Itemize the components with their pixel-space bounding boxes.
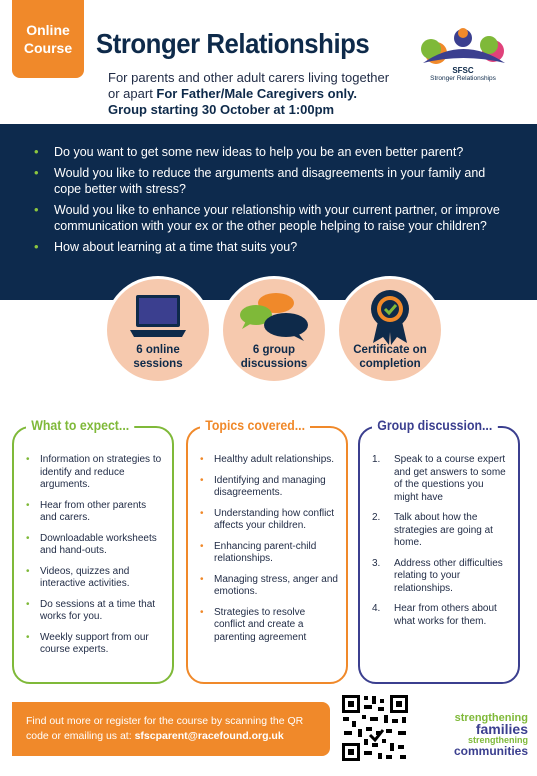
subtitle-bold: For Father/Male Caregivers only. Group starting 30 October at 1:00pm bbox=[108, 86, 358, 117]
qr-code-icon[interactable] bbox=[340, 693, 410, 763]
item-text: Hear from others about what works for them. bbox=[394, 603, 497, 627]
speech-bubbles-icon bbox=[223, 291, 325, 343]
list-item: • Enhancing parent-child relationships. bbox=[200, 541, 338, 566]
list-item bbox=[372, 558, 510, 596]
list-item: • Understanding how conflict affects your children. bbox=[200, 508, 338, 533]
brand-line4: communities bbox=[453, 744, 528, 758]
list-item: • Downloadable worksheets and hand-outs. bbox=[26, 533, 164, 558]
list-item: • Videos, quizzes and interactive activities. bbox=[26, 566, 164, 591]
subtitle-plain: For parents and other adult carers living together or apart bbox=[108, 70, 390, 101]
what-to-expect-panel bbox=[12, 417, 174, 684]
list-item: • Strategies to resolve conflict and create a parenting agreement bbox=[200, 607, 338, 645]
feature-label: Certificate on completion bbox=[353, 344, 427, 370]
group-list bbox=[372, 454, 510, 636]
item-number: 2. bbox=[372, 512, 381, 523]
page-subtitle bbox=[108, 70, 398, 118]
panel-title: Topics covered... bbox=[200, 417, 310, 433]
list-item: • Managing stress, anger and emotions. bbox=[200, 574, 338, 599]
list-item bbox=[372, 454, 510, 504]
question-item: • How about learning at a time that suits you? bbox=[34, 239, 514, 255]
logo-name: Stronger Relationships bbox=[430, 75, 496, 82]
item-number: 3. bbox=[372, 557, 381, 569]
list-item: • Information on strategies to identify and reduce arguments. bbox=[26, 454, 164, 492]
item-text: Talk about how the strategies are going at home. bbox=[394, 512, 493, 548]
brand-line3: strengthening bbox=[468, 735, 528, 745]
topics-list bbox=[200, 454, 338, 652]
question-item: • Would you like to enhance your relationship with your current partner, or improve communication with your ex or the other people helping to raise your children? bbox=[34, 202, 514, 234]
feature-group-discussions bbox=[220, 276, 328, 384]
badge-line2: Course bbox=[23, 40, 73, 56]
expect-list bbox=[26, 454, 164, 665]
list-item: • Weekly support from our course experts. bbox=[26, 632, 164, 657]
feature-label: 6 online sessions bbox=[133, 344, 183, 370]
badge-line1: Online bbox=[26, 22, 70, 38]
item-number: 1. bbox=[372, 454, 381, 465]
questions-band bbox=[0, 124, 537, 300]
list-item: • Do sessions at a time that works for you. bbox=[26, 599, 164, 624]
logo-abbrev: SFSC bbox=[452, 66, 474, 75]
feature-online-sessions bbox=[104, 276, 212, 384]
panel-title: Group discussion... bbox=[372, 417, 498, 433]
footer-cta bbox=[12, 702, 330, 756]
feature-label: 6 group discussions bbox=[240, 344, 308, 370]
award-ribbon-icon bbox=[339, 291, 441, 343]
page-title: Stronger Relationships bbox=[96, 28, 370, 59]
list-item bbox=[372, 603, 510, 628]
panel-title: What to expect... bbox=[26, 417, 134, 433]
logo-caption bbox=[413, 67, 513, 83]
question-item: • Would you like to reduce the arguments and disagreements in your family and cope better with stress? bbox=[34, 165, 514, 197]
footer-email-link[interactable]: sfscparent@racefound.org.uk bbox=[134, 730, 284, 742]
item-text: Speak to a course expert and get answers to some of the questions you might have bbox=[394, 454, 506, 503]
list-item: • Healthy adult relationships. bbox=[200, 454, 338, 467]
strengthening-families-logo bbox=[428, 713, 528, 757]
group-discussion-panel bbox=[358, 417, 520, 684]
item-number: 4. bbox=[372, 603, 381, 614]
list-item bbox=[372, 512, 510, 550]
online-course-badge bbox=[12, 0, 84, 78]
feature-certificate bbox=[336, 276, 444, 384]
brand-line1: strengthening bbox=[454, 712, 528, 724]
questions-list bbox=[34, 144, 514, 260]
item-text: Address other difficulties relating to your relationships. bbox=[394, 557, 503, 594]
footer-text: Find out more or register for the course by scanning the QR code or emailing us at: bbox=[26, 715, 304, 742]
topics-covered-panel bbox=[186, 417, 348, 684]
list-item: • Hear from other parents and carers. bbox=[26, 500, 164, 525]
question-item: • Do you want to get some new ideas to help you be an even better parent? bbox=[34, 144, 514, 160]
laptop-icon bbox=[107, 291, 209, 343]
brand-line2: families bbox=[475, 721, 528, 737]
list-item: • Identifying and managing disagreements. bbox=[200, 475, 338, 500]
